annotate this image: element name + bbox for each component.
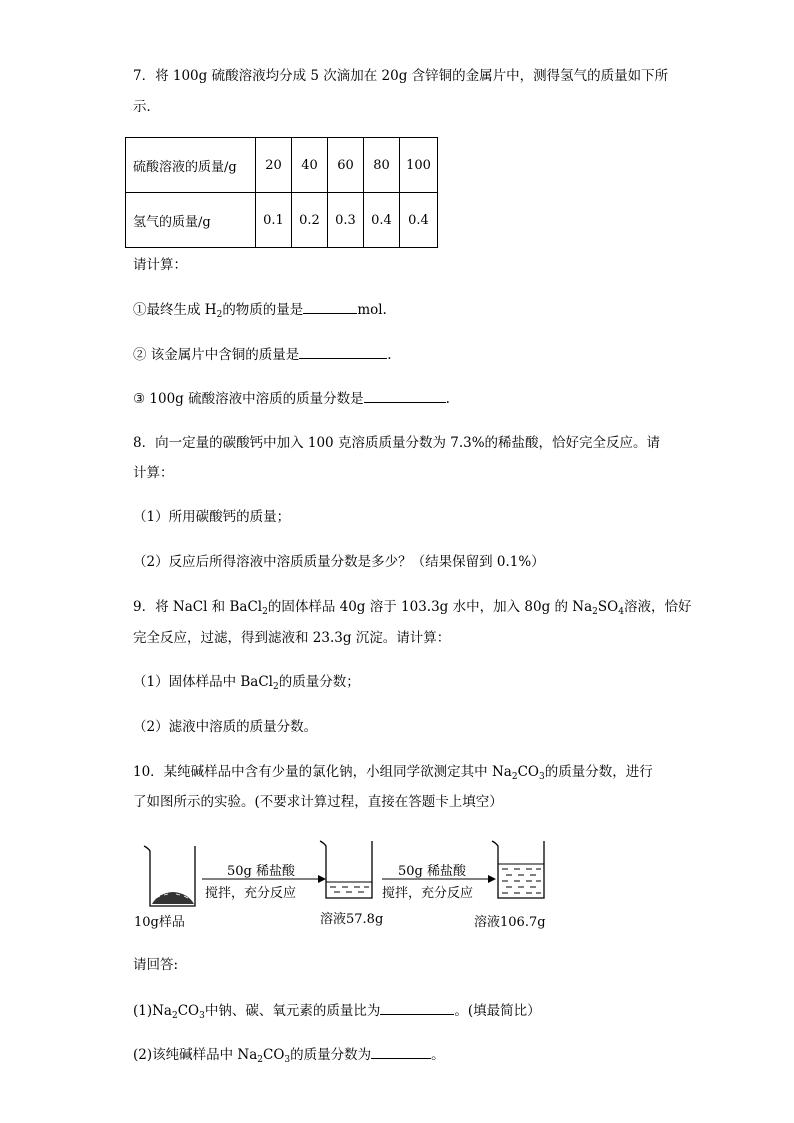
beaker-1-label: 10g样品: [134, 915, 185, 930]
experiment-diagram: [130, 838, 560, 933]
answer-blank[interactable]: [364, 389, 446, 403]
q10-item1: $(1)Na_2CO_3$中钠、碳、氧元素的质量比为 。(填最简比）: [133, 1003, 541, 1021]
answer-blank[interactable]: [303, 300, 357, 314]
q10-prompt: 请回答:: [133, 957, 179, 973]
arrow-2-top-label: 50g 稀盐酸: [398, 864, 466, 879]
table-cell: 80: [364, 138, 400, 193]
beaker-3-label: 溶液106.7g: [474, 915, 546, 930]
answer-blank[interactable]: [299, 345, 387, 359]
q10-item2: (2)该纯碱样品中 $Na_2CO_3$的质量分数为 。: [133, 1047, 445, 1065]
q9-line1: 9．将 NaCl 和 BaCl$_2$的固体样品 40g 溶于 103.3g 水中，加入 80g 的 $Na_2SO_4$溶液，恰好: [133, 599, 692, 617]
table-row: [126, 193, 438, 248]
beaker-3-icon: [492, 841, 544, 898]
q7-item3: ③ 100g 硫酸溶液中溶质的质量分数是 .: [133, 391, 450, 407]
q8-line1: 8．向一定量的碳酸钙中加入 100 克溶质质量分数为 7.3%的稀盐酸，恰好完全反应。请: [133, 435, 661, 451]
arrow-1-bottom-label: 搅拌，充分反应: [205, 886, 297, 901]
q8-line2: 计算：: [133, 465, 174, 481]
answer-blank[interactable]: [380, 1001, 454, 1015]
table-row: [126, 138, 438, 193]
q9-item2: （2）滤液中溶质的质量分数。: [133, 719, 318, 735]
q7-line1: 7．将 100g 硫酸溶液均分成 5 次滴加在 20g 含锌铜的金属片中，测得氢气的质量如下所: [133, 68, 669, 84]
q7-item1: ①最终生成 $H_2$的物质的量是 mol.: [133, 302, 387, 320]
answer-blank[interactable]: [371, 1045, 431, 1059]
table-header-cell: 硫酸溶液的质量/g: [126, 138, 256, 193]
beaker-2-label: 溶液57.8g: [320, 912, 384, 927]
table-cell: 0.3: [328, 193, 364, 248]
table-cell: 0.2: [292, 193, 328, 248]
q10-line1: 10．某纯碱样品中含有少量的氯化钠，小组同学欲测定其中 $Na_2CO_3$的质量分数，进行: [133, 764, 653, 782]
q7-line2: 示．: [133, 99, 160, 115]
arrow-1-top-label: 50g 稀盐酸: [227, 864, 295, 879]
table-cell: 0.4: [364, 193, 400, 248]
table-header-cell: 氢气的质量/g: [126, 193, 256, 248]
table-cell: 60: [328, 138, 364, 193]
q8-item1: （1）所用碳酸钙的质量；: [133, 509, 291, 525]
beaker-1-icon: [144, 846, 195, 906]
arrow-2-bottom-label: 搅拌，充分反应: [382, 886, 474, 901]
q9-item1: （1）固体样品中 BaCl$_2$的质量分数；: [133, 674, 360, 692]
beaker-2-icon: [320, 841, 372, 898]
table-cell: 0.1: [256, 193, 292, 248]
q10-line2: 了如图所示的实验。(不要求计算过程，直接在答题卡上填空）: [133, 794, 503, 810]
q7-prompt: 请计算：: [133, 257, 187, 273]
q7-item2: ② 该金属片中含铜的质量是 .: [133, 347, 392, 363]
table-cell: 0.4: [400, 193, 438, 248]
table-cell: 20: [256, 138, 292, 193]
q7-data-table: [125, 137, 438, 248]
q9-line2: 完全反应，过滤，得到滤液和 23.3g 沉淀。请计算：: [133, 630, 451, 646]
table-cell: 40: [292, 138, 328, 193]
q8-item2: （2）反应后所得溶液中溶质质量分数是多少？（结果保留到 0.1%）: [133, 554, 545, 570]
table-cell: 100: [400, 138, 438, 193]
diagram-drawing: [130, 838, 560, 908]
